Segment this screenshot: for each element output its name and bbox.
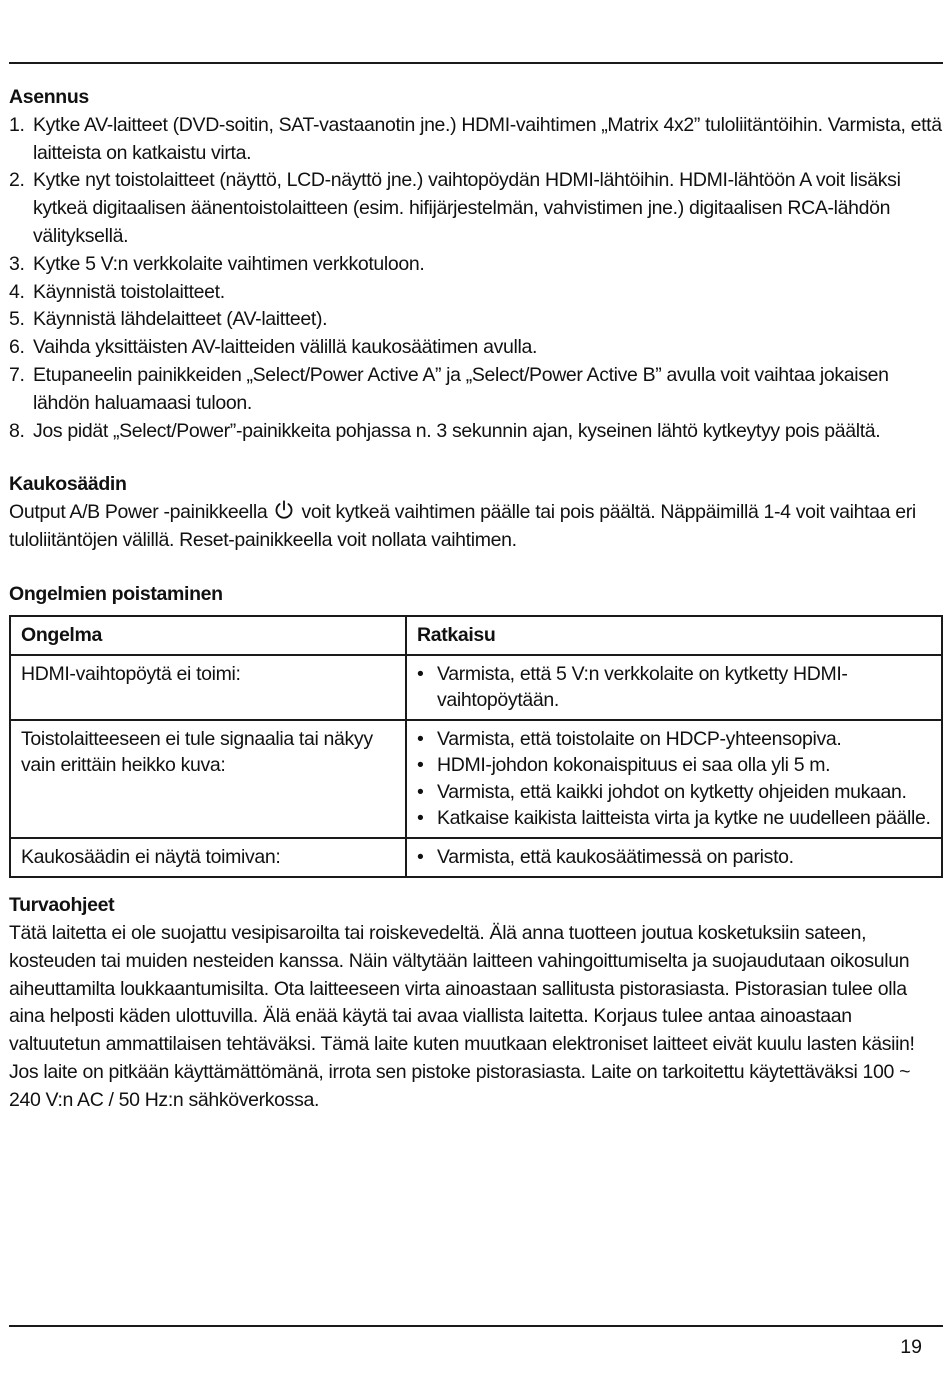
step-number: 6.	[9, 336, 25, 359]
bullet: •	[417, 780, 424, 803]
solution-text: Varmista, että toistolaite on HDCP-yhteensopiva.	[437, 728, 842, 751]
remote-text	[9, 499, 943, 555]
installation-section	[9, 84, 943, 445]
solution-text: HDMI-johdon kokonaispituus ei saa olla yli 5 m.	[437, 754, 831, 777]
step-item	[9, 251, 943, 279]
page-number: 19	[900, 1336, 922, 1358]
solution-cell	[406, 838, 942, 877]
step-item	[9, 167, 943, 250]
problem-cell: HDMI-vaihtopöytä ei toimi:	[10, 655, 406, 720]
step-text: Käynnistä lähdelaitteet (AV-laitteet).	[33, 308, 328, 331]
troubleshooting-section	[9, 581, 943, 878]
step-number: 5.	[9, 308, 25, 331]
step-number: 1.	[9, 113, 25, 136]
table-header-row	[10, 616, 942, 655]
power-icon	[273, 499, 295, 521]
safety-section	[9, 892, 943, 1114]
step-item	[9, 418, 943, 446]
solution-item	[417, 726, 931, 752]
solution-item	[417, 752, 931, 778]
solution-text: Katkaise kaikista laitteista virta ja kytke ne uudelleen päälle.	[437, 806, 931, 829]
bullet: •	[417, 806, 424, 829]
top-rule	[9, 62, 943, 64]
remote-text-before: Output A/B Power -painikkeella	[9, 501, 268, 524]
troubleshooting-heading: Ongelmien poistaminen	[9, 582, 223, 605]
step-item	[9, 334, 943, 362]
solution-text: Varmista, että 5 V:n verkkolaite on kytketty HDMI-vaihtopöytään.	[437, 662, 848, 711]
step-text: Kytke nyt toistolaitteet (näyttö, LCD-näyttö jne.) vaihtopöydän HDMI-lähtöihin. HDMI-lähtöön A voit lisäksi kytkeä digitaalisen äänentoistolaitteen (esim. hifijärjestelmän, vahvistimen jne.) digitaalisen RCA-lähdön välityksellä.	[33, 169, 901, 247]
solution-list	[417, 726, 931, 831]
step-number: 4.	[9, 280, 25, 303]
troubleshooting-table	[9, 615, 943, 879]
bullet: •	[417, 754, 424, 777]
solution-cell	[406, 655, 942, 720]
remote-section	[9, 471, 943, 554]
solution-item	[417, 661, 931, 713]
bottom-rule	[9, 1325, 943, 1327]
step-number: 7.	[9, 363, 25, 386]
safety-text: Tätä laitetta ei ole suojattu vesipisaroilta tai roiskevedeltä. Älä anna tuotteen joutua kosketuksiin sateen, kosteuden tai muiden nesteiden kanssa. Näin vältytään laitteen vahingoittumiselta ja suojaudutaan oikosulun aiheuttamilta loukkaantumisilta. Ota laitteeseen virta ainoastaan sallitusta pistorasiasta. Pistorasian tulee olla aina helposti käden ulottuvilla. Älä enää käytä tai avaa viallista laitetta. Korjaus tulee antaa ainoastaan valtuutetun ammattilaisen tehtäväksi. Tämä laite kuten muutkaan elektroniset laitteet eivät kuulu lasten käsiin! Jos laite on pitkään käyttämättömänä, irrota sen pistoke pistorasiasta. Laite on tarkoitettu käytettäväksi 100 ~ 240 V:n AC / 50 Hz:n sähköverkossa.	[9, 921, 915, 1111]
step-number: 3.	[9, 252, 25, 275]
solution-list	[417, 844, 931, 870]
step-number: 8.	[9, 419, 25, 442]
step-item	[9, 279, 943, 307]
solution-cell	[406, 720, 942, 838]
column-header-solution: Ratkaisu	[406, 616, 942, 655]
step-item	[9, 112, 943, 168]
bullet: •	[417, 845, 424, 868]
column-header-problem: Ongelma	[10, 616, 406, 655]
safety-heading: Turvaohjeet	[9, 894, 115, 917]
bullet: •	[417, 728, 424, 751]
step-text: Käynnistä toistolaitteet.	[33, 280, 225, 303]
step-item	[9, 306, 943, 334]
problem-cell: Kaukosäädin ei näytä toimivan:	[10, 838, 406, 877]
solution-list	[417, 661, 931, 713]
installation-heading: Asennus	[9, 86, 89, 108]
installation-steps	[9, 112, 943, 446]
step-text: Vaihda yksittäisten AV-laitteiden välillä kaukosäätimen avulla.	[33, 336, 538, 359]
step-text: Jos pidät „Select/Power”-painikkeita pohjassa n. 3 sekunnin ajan, kyseinen lähtö kytkeytyy pois päältä.	[33, 419, 881, 442]
solution-text: Varmista, että kaukosäätimessä on paristo.	[437, 845, 794, 868]
page-content	[9, 84, 943, 1115]
table-row	[10, 655, 942, 720]
step-text: Kytke 5 V:n verkkolaite vaihtimen verkkotuloon.	[33, 252, 425, 275]
solution-item	[417, 844, 931, 870]
problem-cell: Toistolaitteeseen ei tule signaalia tai näkyy vain erittäin heikko kuva:	[10, 720, 406, 838]
bullet: •	[417, 662, 424, 685]
solution-item	[417, 805, 931, 831]
step-text: Kytke AV-laitteet (DVD-soitin, SAT-vastaanotin jne.) HDMI-vaihtimen „Matrix 4x2” tuloliitäntöihin. Varmista, että laitteista on katkaistu virta.	[33, 113, 942, 164]
table-row	[10, 720, 942, 838]
solution-text: Varmista, että kaikki johdot on kytketty ohjeiden mukaan.	[437, 780, 907, 803]
remote-heading: Kaukosäädin	[9, 473, 127, 496]
step-text: Etupaneelin painikkeiden „Select/Power Active A” ja „Select/Power Active B” avulla voit vaihtaa jokaisen lähdön haluamaasi tuloon.	[33, 363, 889, 414]
remote-text-after: voit kytkeä vaihtimen päälle tai pois päältä. Näppäimillä 1-4 voit vaihtaa eri tuloliitäntöjen välillä. Reset-painikkeella voit nollata vaihtimen.	[9, 501, 916, 551]
step-number: 2.	[9, 169, 25, 192]
step-item	[9, 362, 943, 418]
table-row	[10, 838, 942, 877]
solution-item	[417, 779, 931, 805]
